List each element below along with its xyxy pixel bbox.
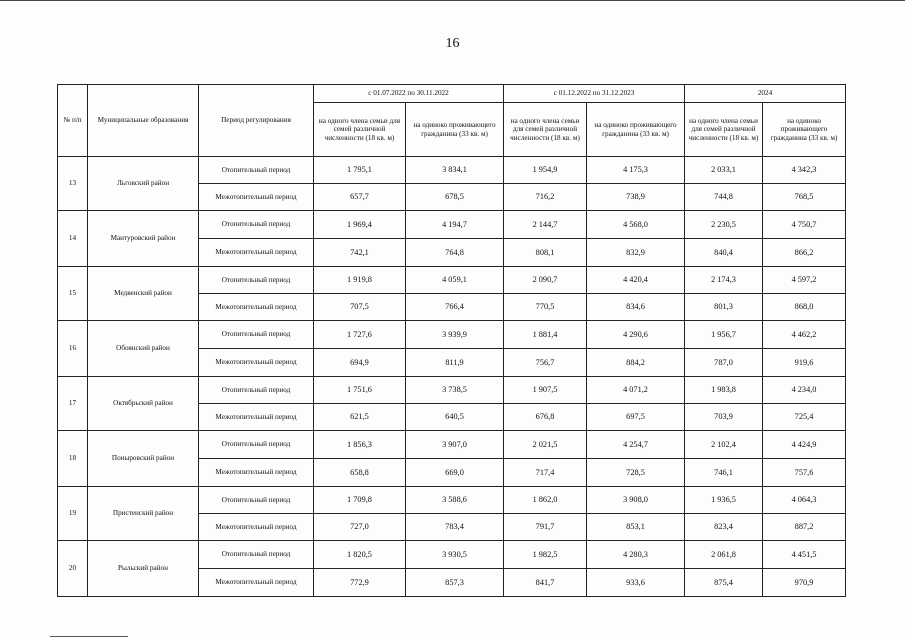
period-label: Межотопительный период: [199, 294, 314, 321]
period-label: Межотопительный период: [199, 569, 314, 597]
subheader-per-member: на одного члена семьи для семей различной численности (18 кв. м): [314, 103, 406, 157]
value-cell: 4 568,0: [587, 211, 685, 239]
subheader-single: на одиноко проживающего гражданина (33 кв. м): [587, 103, 685, 157]
value-cell: 2 033,1: [685, 157, 763, 184]
value-cell: 4 175,3: [587, 157, 685, 184]
value-cell: 716,2: [504, 184, 587, 211]
value-cell: 2 021,5: [504, 431, 587, 459]
value-cell: 717,4: [504, 459, 587, 487]
value-cell: 1 751,6: [314, 377, 406, 404]
value-cell: 4 420,4: [587, 267, 685, 294]
table-row: [58, 211, 846, 239]
row-number: 16: [58, 321, 88, 377]
value-cell: 768,5: [763, 184, 846, 211]
tariff-table: [57, 84, 846, 597]
municipality-name: Поныровский район: [88, 431, 199, 487]
value-cell: 4 071,2: [587, 377, 685, 404]
value-cell: 3 930,5: [406, 541, 504, 569]
value-cell: 707,5: [314, 294, 406, 321]
value-cell: 746,1: [685, 459, 763, 487]
period-label: Межотопительный период: [199, 184, 314, 211]
value-cell: 783,4: [406, 514, 504, 541]
value-cell: 1 956,7: [685, 321, 763, 349]
row-number: 20: [58, 541, 88, 597]
value-cell: 1 795,1: [314, 157, 406, 184]
value-cell: 868,0: [763, 294, 846, 321]
value-cell: 4 342,3: [763, 157, 846, 184]
value-cell: 757,6: [763, 459, 846, 487]
value-cell: 919,6: [763, 349, 846, 377]
value-cell: 621,5: [314, 404, 406, 431]
value-cell: 727,0: [314, 514, 406, 541]
value-cell: 1 982,5: [504, 541, 587, 569]
value-cell: 658,8: [314, 459, 406, 487]
subheader-single: на одиноко проживающего гражданина (33 кв. м): [763, 103, 846, 157]
subheader-per-member: на одного члена семьи для семей различной численности (18 кв. м): [504, 103, 587, 157]
period-label: Межотопительный период: [199, 459, 314, 487]
value-cell: 1 907,5: [504, 377, 587, 404]
value-cell: 4 462,2: [763, 321, 846, 349]
value-cell: 2 230,5: [685, 211, 763, 239]
row-number: 15: [58, 267, 88, 321]
value-cell: 4 750,7: [763, 211, 846, 239]
value-cell: 1 954,9: [504, 157, 587, 184]
period-label: Отопительный период: [199, 157, 314, 184]
value-cell: 756,7: [504, 349, 587, 377]
value-cell: 764,8: [406, 239, 504, 267]
value-cell: 678,5: [406, 184, 504, 211]
value-cell: 2 144,7: [504, 211, 587, 239]
row-number: 17: [58, 377, 88, 431]
municipality-name: Обоянский район: [88, 321, 199, 377]
value-cell: 4 254,7: [587, 431, 685, 459]
value-cell: 970,9: [763, 569, 846, 597]
table-row: [58, 487, 846, 514]
value-cell: 808,1: [504, 239, 587, 267]
table-row: [58, 377, 846, 404]
period-label: Отопительный период: [199, 431, 314, 459]
municipality-name: Льговский район: [88, 157, 199, 211]
value-cell: 4 059,1: [406, 267, 504, 294]
value-cell: 1 881,4: [504, 321, 587, 349]
value-cell: 744,8: [685, 184, 763, 211]
table-row: [58, 157, 846, 184]
municipality-name: Мантуровский район: [88, 211, 199, 267]
value-cell: 4 290,6: [587, 321, 685, 349]
value-cell: 853,1: [587, 514, 685, 541]
table-row: [58, 541, 846, 569]
value-cell: 742,1: [314, 239, 406, 267]
municipality-name: Пристенский район: [88, 487, 199, 541]
value-cell: 1 856,3: [314, 431, 406, 459]
value-cell: 2 061,8: [685, 541, 763, 569]
table-row: [58, 431, 846, 459]
municipality-name: Медвенский район: [88, 267, 199, 321]
period-label: Отопительный период: [199, 211, 314, 239]
value-cell: 4 280,3: [587, 541, 685, 569]
row-number: 13: [58, 157, 88, 211]
value-cell: 857,3: [406, 569, 504, 597]
row-number: 18: [58, 431, 88, 487]
value-cell: 657,7: [314, 184, 406, 211]
period-label: Отопительный период: [199, 377, 314, 404]
value-cell: 1 709,8: [314, 487, 406, 514]
period-label: Межотопительный период: [199, 404, 314, 431]
period-label: Межотопительный период: [199, 514, 314, 541]
value-cell: 766,4: [406, 294, 504, 321]
row-number: 19: [58, 487, 88, 541]
value-cell: 823,4: [685, 514, 763, 541]
value-cell: 933,6: [587, 569, 685, 597]
value-cell: 3 738,5: [406, 377, 504, 404]
value-cell: 840,4: [685, 239, 763, 267]
top-border-line: [0, 0, 905, 1]
value-cell: 770,5: [504, 294, 587, 321]
value-cell: 1 983,8: [685, 377, 763, 404]
header-group-2024: 2024: [685, 85, 846, 103]
period-label: Отопительный период: [199, 321, 314, 349]
value-cell: 3 908,0: [587, 487, 685, 514]
row-number: 14: [58, 211, 88, 267]
value-cell: 2 174,3: [685, 267, 763, 294]
header-period: Период регулирования: [199, 85, 314, 157]
header-group-2023: с 01.12.2022 по 31.12.2023: [504, 85, 685, 103]
value-cell: 887,2: [763, 514, 846, 541]
value-cell: 772,9: [314, 569, 406, 597]
subheader-single: на одиноко проживающего гражданина (33 кв. м): [406, 103, 504, 157]
value-cell: 801,3: [685, 294, 763, 321]
value-cell: 3 939,9: [406, 321, 504, 349]
value-cell: 669,0: [406, 459, 504, 487]
period-label: Отопительный период: [199, 487, 314, 514]
period-label: Отопительный период: [199, 267, 314, 294]
period-label: Отопительный период: [199, 541, 314, 569]
value-cell: 841,7: [504, 569, 587, 597]
value-cell: 694,9: [314, 349, 406, 377]
value-cell: 4 234,0: [763, 377, 846, 404]
value-cell: 1 936,5: [685, 487, 763, 514]
value-cell: 2 090,7: [504, 267, 587, 294]
value-cell: 4 451,5: [763, 541, 846, 569]
value-cell: 834,6: [587, 294, 685, 321]
period-label: Межотопительный период: [199, 239, 314, 267]
value-cell: 3 834,1: [406, 157, 504, 184]
value-cell: 2 102,4: [685, 431, 763, 459]
subheader-per-member: на одного члена семьи для семей различной численности (18 кв. м): [685, 103, 763, 157]
value-cell: 3 588,6: [406, 487, 504, 514]
header-group-2022: с 01.07.2022 по 30.11.2022: [314, 85, 504, 103]
value-cell: 884,2: [587, 349, 685, 377]
value-cell: 676,8: [504, 404, 587, 431]
value-cell: 703,9: [685, 404, 763, 431]
table-row: [58, 267, 846, 294]
municipality-name: Октябрьский район: [88, 377, 199, 431]
value-cell: 1 820,5: [314, 541, 406, 569]
header-number: № п/п: [58, 85, 88, 157]
value-cell: 4 194,7: [406, 211, 504, 239]
value-cell: 3 907,0: [406, 431, 504, 459]
period-label: Межотопительный период: [199, 349, 314, 377]
value-cell: 4 597,2: [763, 267, 846, 294]
value-cell: 728,5: [587, 459, 685, 487]
value-cell: 866,2: [763, 239, 846, 267]
value-cell: 791,7: [504, 514, 587, 541]
value-cell: 1 862,0: [504, 487, 587, 514]
value-cell: 1 969,4: [314, 211, 406, 239]
value-cell: 1 919,8: [314, 267, 406, 294]
value-cell: 738,9: [587, 184, 685, 211]
value-cell: 811,9: [406, 349, 504, 377]
header-municipality: Муниципальные образования: [88, 85, 199, 157]
value-cell: 875,4: [685, 569, 763, 597]
value-cell: 4 064,3: [763, 487, 846, 514]
table-row: [58, 321, 846, 349]
value-cell: 697,5: [587, 404, 685, 431]
municipality-name: Рыльский район: [88, 541, 199, 597]
page-number: 16: [445, 36, 460, 51]
value-cell: 1 727,6: [314, 321, 406, 349]
value-cell: 4 424,9: [763, 431, 846, 459]
value-cell: 787,0: [685, 349, 763, 377]
value-cell: 640,5: [406, 404, 504, 431]
footnote-rule: [50, 636, 128, 637]
value-cell: 832,9: [587, 239, 685, 267]
table-body: [58, 157, 846, 597]
value-cell: 725,4: [763, 404, 846, 431]
